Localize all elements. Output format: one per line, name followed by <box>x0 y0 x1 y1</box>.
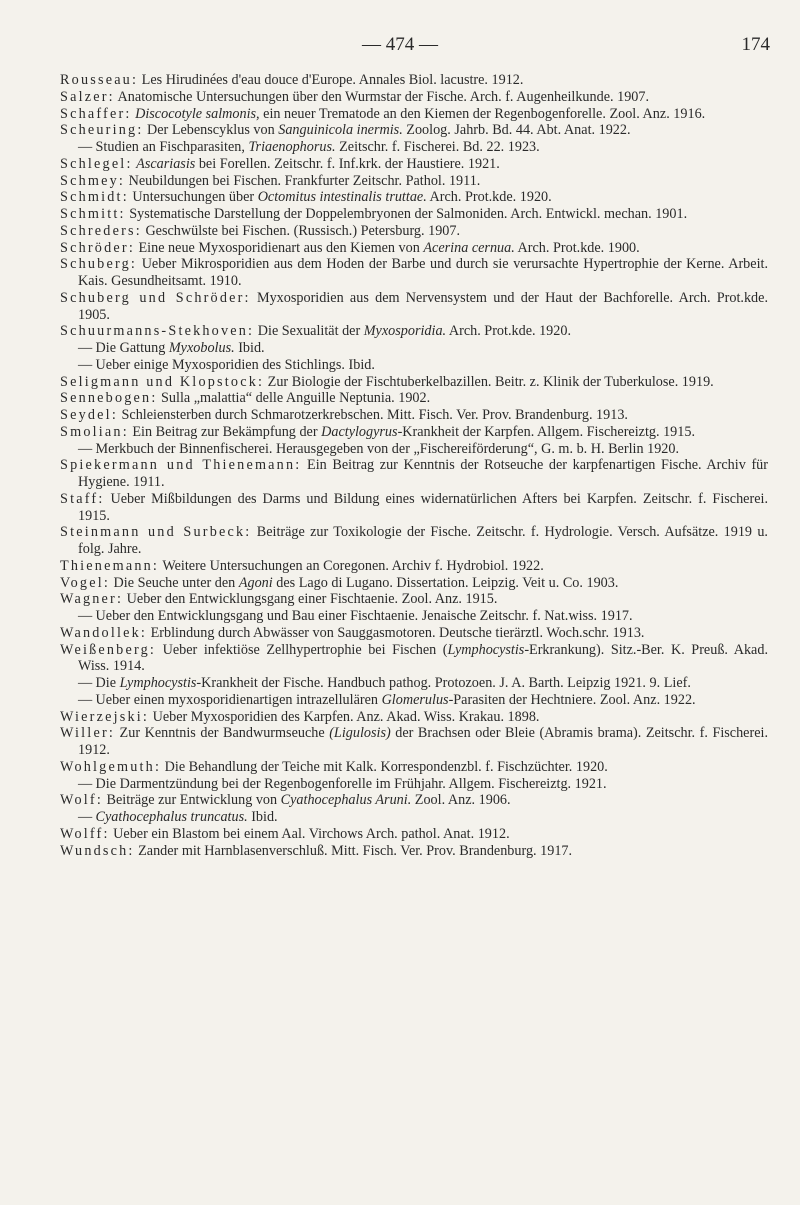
bibliography-entry <box>60 642 768 676</box>
ditto-dash: — <box>78 340 93 356</box>
entry-text: bei Forellen. Zeitschr. f. Inf.krk. der Haustiere. 1921. <box>195 155 500 172</box>
entry-author: Schmidt: <box>60 189 129 206</box>
entry-author: Schmey: <box>60 172 126 189</box>
entry-text: Ueber den Entwicklungsgang einer Fischtaenie. Zool. Anz. 1915. <box>123 591 498 608</box>
entry-text: Eine neue Myxosporidienart aus den Kiemen von <box>134 239 424 256</box>
entry-text: Zur Kenntnis der Bandwurmseuche <box>115 725 330 742</box>
bibliography-entry <box>60 792 768 809</box>
bibliography-subentry <box>60 139 768 156</box>
bibliography-entry <box>60 374 768 391</box>
entry-text: Studien an Fischparasiten, <box>95 139 249 155</box>
entry-author: Wierzejski: <box>60 708 150 725</box>
entry-italic-title: Octomitus intestinalis truttae. <box>257 189 427 206</box>
entry-italic-title: Cyathocephalus Aruni. <box>280 792 412 809</box>
bibliography-entry <box>60 524 768 558</box>
entry-italic-title: Lymphocystis <box>119 675 197 691</box>
entry-italic-title: Sanguinicola inermis. <box>278 122 403 139</box>
entry-text: Arch. Prot.kde. 1920. <box>446 323 572 340</box>
ditto-dash: — <box>78 775 93 792</box>
bibliography-entry <box>60 323 768 340</box>
bibliography-entry <box>60 491 768 525</box>
entry-author: Schuberg: <box>60 256 138 273</box>
bibliography-subentry <box>60 608 768 625</box>
entry-text: Ein Beitrag zur Bekämpfung der <box>128 423 322 440</box>
entry-text: Merkbuch der Binnenfischerei. Herausgegeben von der „Fischereiförderung“, G. m. b. H. Berlin 1920. <box>95 440 680 457</box>
bibliography-subentry <box>60 776 768 793</box>
entry-text: Zoolog. Jahrb. Bd. 44. Abt. Anat. 1922. <box>402 122 631 139</box>
entry-author: Schlegel: <box>60 155 133 172</box>
entry-text: Ibid. <box>247 809 278 825</box>
bibliography-subentry <box>60 675 768 692</box>
entry-author: Schmitt: <box>60 206 126 222</box>
entry-author: Smolian: <box>60 423 129 440</box>
entry-text: Ueber ein Blastom bei einem Aal. Virchows Arch. pathol. Anat. 1912. <box>109 825 510 842</box>
entry-text: Ueber Mikrosporidien aus dem Hoden der Barbe und durch sie verursachte Hypertrophie der Kerne. Arbeit. Kais. Gesundheitsamt. 1910. <box>78 256 768 289</box>
entry-author: Weißenberg: <box>60 641 157 658</box>
entry-text: -Parasiten der Hechtniere. Zool. Anz. 1922. <box>448 691 696 708</box>
bibliography-subentry <box>60 340 768 357</box>
ditto-dash: — <box>78 139 93 155</box>
ditto-dash: — <box>78 356 93 373</box>
entry-text: Die Sexualität der <box>254 323 364 340</box>
bibliography-entry <box>60 826 768 843</box>
ditto-dash: — <box>78 440 93 457</box>
entry-text: Erblindung durch Abwässer von Sauggasmotoren. Deutsche tierärztl. Woch.schr. 1913. <box>147 624 645 641</box>
bibliography-entry <box>60 240 768 257</box>
ditto-dash: — <box>78 675 93 691</box>
entry-author: Schreders: <box>60 222 142 239</box>
entry-text: Zeitschr. f. Fischerei. Bd. 22. 1923. <box>335 139 540 155</box>
entry-italic-title: Agoni <box>238 574 273 591</box>
entry-author: Rousseau: <box>60 72 139 88</box>
entry-text: Beiträge zur Entwicklung von <box>102 792 281 809</box>
page-number-right: 174 <box>741 34 770 55</box>
entry-text: Zur Biologie der Fischtuberkelbazillen. Beitr. z. Klinik der Tuberkulose. 1919. <box>264 373 714 390</box>
entry-italic-title: Glomerulus <box>381 691 449 708</box>
entry-text: Ibid. <box>234 340 265 356</box>
entry-author: Schaffer: <box>60 105 132 122</box>
entry-text: Ueber infektiöse Zellhypertrophie bei Fischen ( <box>156 641 448 658</box>
entry-text: Ueber einen myxosporidienartigen intrazellulären <box>95 691 382 708</box>
bibliography-entry <box>60 189 768 206</box>
entry-text: Die Gattung <box>95 340 169 356</box>
bibliography-entry <box>60 591 768 608</box>
entry-italic-title: Myxobolus. <box>168 340 235 356</box>
entry-author: Seligmann und Klopstock: <box>60 373 265 390</box>
entry-author: Sennebogen: <box>60 390 158 407</box>
entry-text: Zool. Anz. 1906. <box>411 792 511 809</box>
bibliography-entry <box>60 256 768 290</box>
entry-italic-title: Triaenophorus. <box>248 139 336 155</box>
bibliography-subentry <box>60 441 768 458</box>
page-number-center: — 474 — <box>362 34 438 55</box>
entry-text: ein neuer Trematode an den Kiemen der Regenbogenforelle. Zool. Anz. 1916. <box>259 105 706 122</box>
entry-author: Staff: <box>60 490 105 507</box>
bibliography-entry <box>60 72 768 89</box>
bibliography-entry <box>60 575 768 592</box>
entry-text: Beiträge zur Toxikologie der Fische. Zeitschr. f. Hydrologie. Versch. Aufsätze. 1919 u. folg. Jahre. <box>78 524 768 557</box>
entry-text: Untersuchungen über <box>128 189 258 206</box>
entry-author: Thienemann: <box>60 557 160 574</box>
entry-italic-title: Discocotyle salmonis, <box>135 105 260 122</box>
bibliography-entry <box>60 424 768 441</box>
entry-author: Schröder: <box>60 239 135 256</box>
entry-italic-title: Myxosporidia. <box>363 323 447 340</box>
bibliography-subentry <box>60 692 768 709</box>
ditto-dash: — <box>78 608 93 624</box>
bibliography-entry <box>60 558 768 575</box>
entry-text: Neubildungen bei Fischen. Frankfurter Zeitschr. Pathol. 1911. <box>125 172 481 189</box>
bibliography-list <box>60 72 768 859</box>
entry-text: Arch. Prot.kde. 1920. <box>426 189 552 206</box>
entry-italic-title: (Ligulosis) <box>329 725 391 742</box>
entry-author: Scheuring: <box>60 122 144 139</box>
entry-text: Arch. Prot.kde. 1900. <box>514 239 640 256</box>
entry-text: -Erkrankung). Sitz.-Ber. K. Preuß. Akad. Wiss. 1914. <box>78 641 768 675</box>
entry-author: Willer: <box>60 725 116 742</box>
entry-text: Ueber einige Myxosporidien des Stichlings. Ibid. <box>95 356 375 373</box>
bibliography-entry <box>60 89 768 106</box>
entry-text: Systematische Darstellung der Doppelembryonen der Salmoniden. Arch. Entwickl. mechan. 1901. <box>125 206 688 222</box>
bibliography-entry <box>60 725 768 759</box>
entry-author: Salzer: <box>60 88 115 105</box>
entry-text: Die Behandlung der Teiche mit Kalk. Korrespondenzbl. f. Fischzüchter. 1920. <box>161 758 608 775</box>
entry-author: Schuberg und Schröder: <box>60 289 251 306</box>
entry-author: Spiekermann und Thienemann: <box>60 457 302 474</box>
entry-text: Geschwülste bei Fischen. (Russisch.) Petersburg. 1907. <box>141 222 461 239</box>
entry-author: Wagner: <box>60 591 124 608</box>
entry-author: Schuurmanns-Stekhoven: <box>60 323 255 340</box>
page-header <box>0 34 800 64</box>
entry-author: Steinmann und Surbeck: <box>60 524 252 541</box>
entry-author: Vogel: <box>60 574 110 591</box>
entry-text: Die Darmentzündung bei der Regenbogenforelle im Frühjahr. Allgem. Fischereiztg. 1921. <box>95 775 607 792</box>
entry-author: Wolf: <box>60 792 103 809</box>
entry-italic-title: Lymphocystis <box>447 641 525 658</box>
entry-text: Weitere Untersuchungen an Coregonen. Archiv f. Hydrobiol. 1922. <box>159 557 544 574</box>
bibliography-subentry <box>60 357 768 374</box>
bibliography-entry <box>60 106 768 123</box>
entry-author: Wandollek: <box>60 624 148 641</box>
entry-author: Wolff: <box>60 825 110 842</box>
entry-text: Ueber Mißbildungen des Darms und Bildung eines widernatürlichen Afters bei Karpfen. Zeitschr. f. Fischerei. 1915. <box>78 490 768 524</box>
bibliography-entry <box>60 625 768 642</box>
bibliography-entry <box>60 156 768 173</box>
bibliography-subentry <box>60 809 768 826</box>
bibliography-entry <box>60 223 768 240</box>
entry-text: -Krankheit der Karpfen. Allgem. Fischereiztg. 1915. <box>397 423 696 440</box>
entry-text: Schleiensterben durch Schmarotzerkrebschen. Mitt. Fisch. Ver. Prov. Brandenburg. 1913. <box>117 407 628 423</box>
entry-text: Sulla „malattia“ delle Anguille Neptunia. 1902. <box>157 390 431 407</box>
entry-author: Wundsch: <box>60 842 135 859</box>
entry-italic-title: Dactylogyrus <box>321 423 398 440</box>
bibliography-entry <box>60 206 768 223</box>
entry-text: Ein Beitrag zur Kenntnis der Rotseuche der karpfenartigen Fische. Archiv für Hygiene. 1911. <box>78 457 768 490</box>
entry-text: Anatomische Untersuchungen über den Wurmstar der Fische. Arch. f. Augenheilkunde. 1907. <box>114 88 650 105</box>
entry-text: Die Seuche unter den <box>109 574 239 591</box>
bibliography-entry <box>60 457 768 491</box>
bibliography-entry <box>60 407 768 424</box>
bibliography-entry <box>60 290 768 324</box>
entry-text: Zander mit Harnblasenverschluß. Mitt. Fisch. Ver. Prov. Brandenburg. 1917. <box>134 842 573 859</box>
entry-text: Les Hirudinées d'eau douce d'Europe. Annales Biol. lacustre. 1912. <box>138 72 524 88</box>
bibliography-entry <box>60 709 768 726</box>
entry-text: Myxosporidien aus dem Nervensystem und der Haut der Bachforelle. Arch. Prot.kde. 1905. <box>78 289 768 323</box>
entry-text: Ueber den Entwicklungsgang und Bau einer Fischtaenie. Jenaische Zeitschr. f. Nat.wiss. 1917. <box>95 608 633 624</box>
entry-author: Wohlgemuth: <box>60 758 162 775</box>
entry-italic-title: Acerina cernua. <box>423 239 515 256</box>
entry-text: Die <box>95 675 120 691</box>
entry-italic-title: Ascariasis <box>136 155 196 172</box>
entry-text: Ueber Myxosporidien des Karpfen. Anz. Akad. Wiss. Krakau. 1898. <box>149 708 540 725</box>
entry-italic-title: Cyathocephalus truncatus. <box>95 809 248 825</box>
entry-author: Seydel: <box>60 407 118 423</box>
ditto-dash: — <box>78 809 93 825</box>
bibliography-entry <box>60 843 768 860</box>
bibliography-entry <box>60 759 768 776</box>
entry-text: des Lago di Lugano. Dissertation. Leipzig. Veit u. Co. 1903. <box>272 574 619 591</box>
entry-text: der Brachsen oder Bleie (Abramis brama). Zeitschr. f. Fischerei. 1912. <box>78 725 768 758</box>
bibliography-entry <box>60 122 768 139</box>
ditto-dash: — <box>78 691 93 708</box>
bibliography-entry <box>60 173 768 190</box>
entry-text: -Krankheit der Fische. Handbuch pathog. Protozoen. J. A. Barth. Leipzig 1921. 9. Lief. <box>196 675 691 691</box>
entry-text: Der Lebenscyklus von <box>143 122 279 139</box>
bibliography-entry <box>60 390 768 407</box>
